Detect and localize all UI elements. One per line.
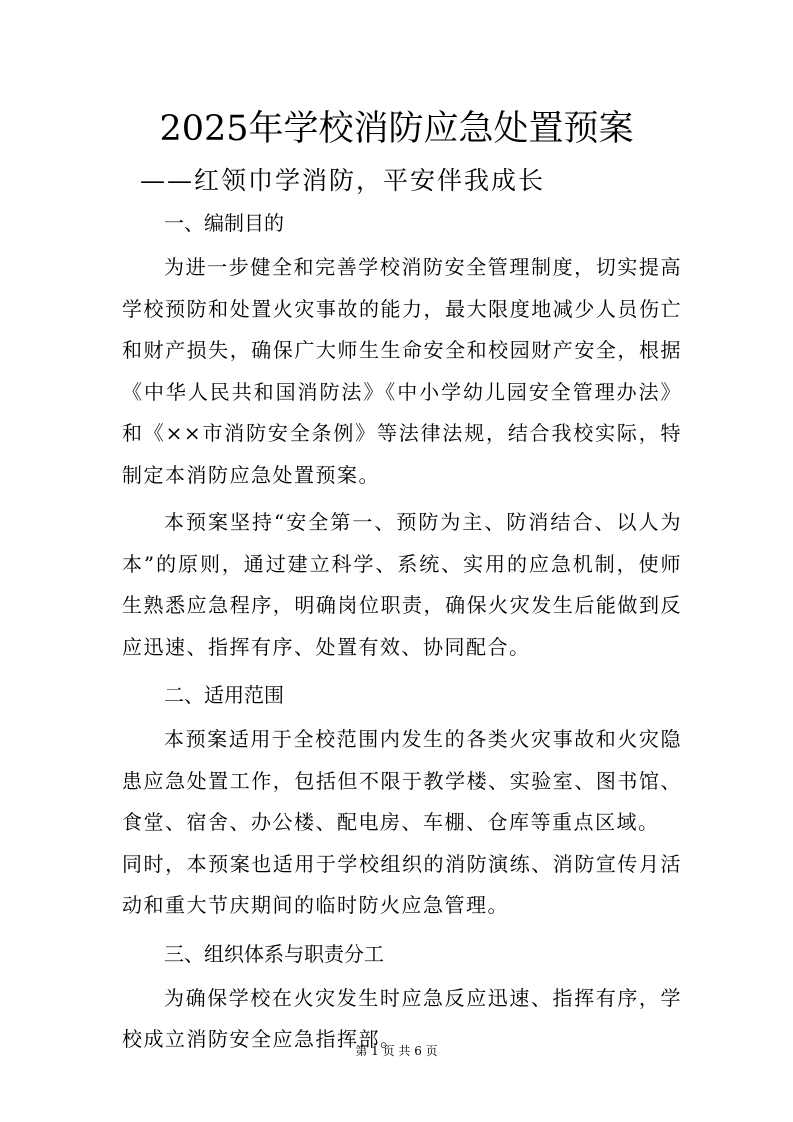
- section-heading: 一、编制目的: [164, 211, 284, 235]
- paragraph: 为确保学校在火灾发生时应急反应迅速、指挥有序，学校成立消防安全应急指挥部。: [122, 985, 682, 1051]
- paragraph: 本预案适用于全校范围内发生的各类火灾事故和火灾隐患应急处置工作，包括但不限于教学楼、实验室、图书馆、食堂、宿舍、办公楼、配电房、车棚、仓库等重点区域。: [122, 727, 682, 834]
- section-heading: 三、组织体系与职责分工: [164, 941, 384, 966]
- section-heading: 二、适用范围: [164, 683, 284, 707]
- paragraph: 本预案坚持“安全第一、预防为主、防消结合、以人为本”的原则，通过建立科学、系统、实用的应急机制，使师生熟悉应急程序，明确岗位职责，确保火灾发生后能做到反应迅速、指挥有序、处置有效、协同配合。: [122, 510, 682, 659]
- document-subtitle: ——红领巾学消防，平安伴我成长: [140, 166, 546, 195]
- document-body: [122, 204, 682, 1061]
- paragraph: 为进一步健全和完善学校消防安全管理制度，切实提高学校预防和处置火灾事故的能力，最大限度地减少人员伤亡和财产损失，确保广大师生生命安全和校园财产安全，根据《中华人民共和国消防法》《中小学幼儿园安全管理办法》和《××市消防安全条例》等法律法规，结合我校实际，特制定本消防应急处置预案。: [122, 255, 682, 487]
- paragraph: 同时，本预案也适用于学校组织的消防演练、消防宣传月活动和重大节庆期间的临时防火应急管理。: [122, 851, 682, 917]
- document-title: 2025年学校消防应急处置预案: [159, 109, 634, 149]
- page-number-footer: 第 1 页 共 6 页: [355, 1044, 438, 1058]
